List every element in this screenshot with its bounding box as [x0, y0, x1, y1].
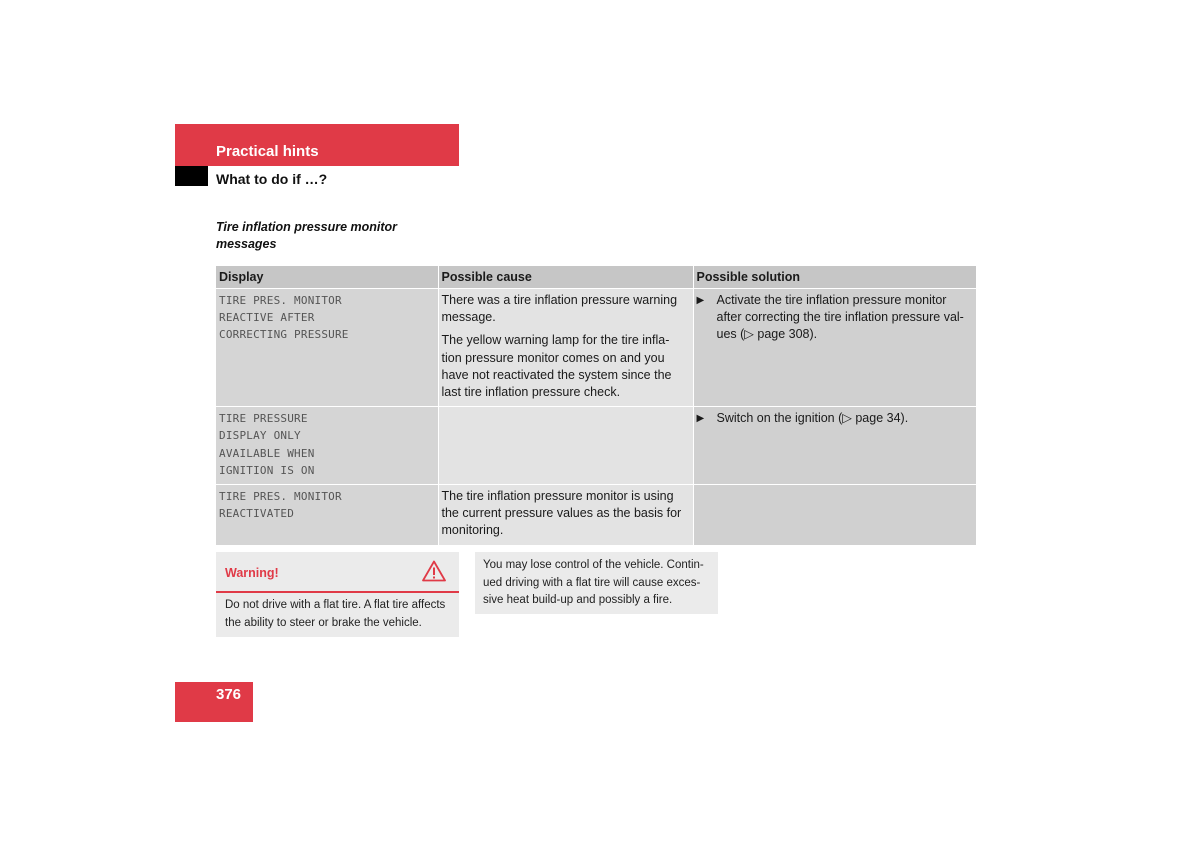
section-marker [175, 166, 208, 186]
display-line: REACTIVE AFTER [219, 311, 315, 325]
solution-cell [693, 485, 976, 546]
cause-cell [438, 289, 693, 407]
cause-text: The yellow warning lamp for the tire infla-tion pressure monitor comes on and you have not reactivated the system since the last tire inflation pressure check. [441, 333, 672, 400]
warning-continuation-text: You may lose control of the vehicle. Contin-ued driving with a flat tire will cause exces-sive heat build-up and possibly a fire. [483, 559, 704, 606]
table-title: Tire inflation pressure monitor messages [216, 220, 398, 251]
solution-cell [693, 407, 976, 485]
chapter-title: Practical hints [216, 143, 319, 160]
warning-box [216, 552, 459, 637]
solution-cell [693, 289, 976, 407]
section-heading: What to do if …? [216, 171, 328, 187]
display-line: TIRE PRESSURE [219, 412, 308, 426]
display-line: CORRECTING PRESSURE [219, 328, 349, 342]
messages-table [216, 266, 976, 546]
cause-text: There was a tire inflation pressure warning message. [441, 293, 678, 325]
display-cell [216, 407, 438, 485]
chapter-header [175, 124, 459, 166]
warning-title: Warning! [225, 566, 279, 580]
header-solution: Possible solution [693, 266, 976, 289]
display-line: TIRE PRES. MONITOR [219, 490, 342, 504]
warning-triangle-icon [422, 560, 446, 582]
header-cause: Possible cause [438, 266, 693, 289]
solution-text: Activate the tire inflation pressure monitor after correcting the tire inflation pressure val-ues (▷ page 308). [716, 293, 964, 342]
header-display: Display [216, 266, 438, 289]
warning-continuation-box [475, 552, 718, 614]
cause-cell [438, 485, 693, 546]
cause-cell [438, 407, 693, 485]
table-row [216, 485, 976, 546]
display-cell [216, 485, 438, 546]
table-row [216, 289, 976, 407]
table-header-row [216, 266, 976, 289]
table-row [216, 407, 976, 485]
bullet-arrow-icon: ▶ [696, 413, 705, 425]
page-number: 376 [216, 686, 242, 703]
warning-header [216, 552, 459, 593]
warning-text: Do not drive with a flat tire. A flat tire affects the ability to steer or brake the vehicle. [225, 599, 446, 629]
display-line: DISPLAY ONLY [219, 429, 301, 443]
display-line: AVAILABLE WHEN [219, 446, 315, 460]
display-line: IGNITION IS ON [219, 463, 315, 477]
cause-text: The tire inflation pressure monitor is using the current pressure values as the basis for monitoring. [441, 489, 682, 538]
bullet-arrow-icon: ▶ [696, 295, 705, 306]
solution-text: Switch on the ignition (▷ page 34). [716, 411, 909, 426]
page-number-tab [175, 682, 253, 722]
display-line: REACTIVATED [219, 507, 295, 521]
display-cell [216, 289, 438, 407]
display-line: TIRE PRES. MONITOR [219, 294, 342, 307]
